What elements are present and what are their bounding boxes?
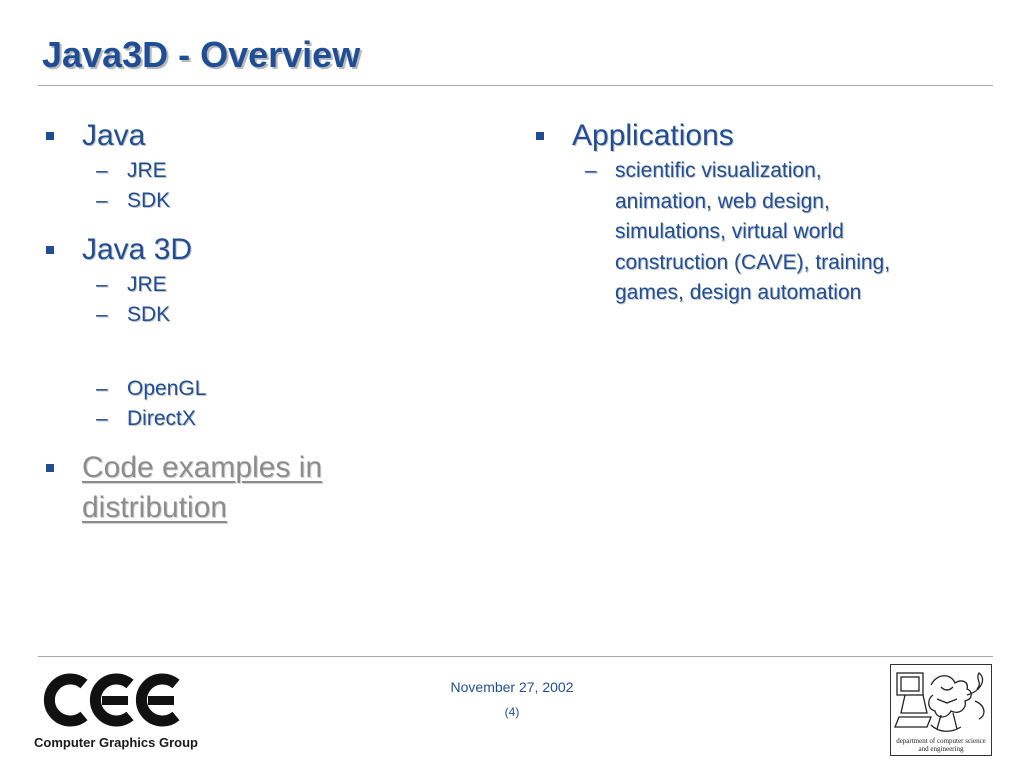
dash-icon: – (585, 159, 597, 182)
sub-bullet-sdk (40, 186, 480, 216)
sub-bullet-jre (40, 270, 480, 300)
sub-bullet-line: scientific visualization, (615, 159, 822, 182)
applications-subitems (530, 156, 990, 309)
dash-icon: – (96, 407, 108, 430)
slide-title: Java3D - Overview (42, 34, 361, 75)
square-bullet-icon (536, 132, 544, 140)
sub-bullet-label: JRE (127, 159, 167, 182)
dash-icon: – (96, 189, 108, 212)
page-number: (4) (504, 705, 520, 719)
lion-emblem-icon (891, 665, 991, 741)
bullet-applications (530, 116, 990, 156)
java3d-subitems (40, 270, 480, 434)
footer-divider (38, 656, 993, 657)
dash-icon: – (96, 159, 108, 182)
title-divider (38, 85, 993, 86)
sub-bullet-label: DirectX (127, 407, 196, 430)
sub-bullet-sdk (40, 300, 480, 330)
bullet-java (40, 116, 480, 156)
sub-bullet-line: construction (CAVE), training, (615, 250, 891, 274)
sub-bullet-line: games, design automation (615, 281, 862, 304)
square-bullet-icon (46, 132, 54, 140)
code-examples-link[interactable]: Code examples in distribution (82, 451, 323, 524)
sub-bullet-label: JRE (127, 273, 167, 296)
square-bullet-icon (46, 464, 54, 472)
bullet-label: Java (82, 119, 146, 152)
bullet-label: Applications (572, 119, 734, 152)
java-subitems (40, 156, 480, 216)
sub-bullet-directx (40, 404, 480, 434)
sub-bullet-label: SDK (127, 189, 171, 212)
sub-bullet-line: simulations, virtual world (615, 220, 844, 243)
bullet-label: Java 3D (82, 233, 193, 266)
square-bullet-icon (46, 246, 54, 254)
bullet-code-examples (40, 448, 480, 528)
sub-bullet-opengl (40, 374, 480, 404)
dash-icon: – (96, 303, 108, 326)
department-caption: department of computer science and engineering (896, 737, 986, 753)
bullet-java3d (40, 230, 480, 270)
sub-bullet-label: SDK (127, 303, 171, 326)
sub-bullet-line: animation, web design, (615, 189, 830, 213)
dash-icon: – (96, 273, 108, 296)
department-logo (890, 664, 992, 756)
footer-date: November 27, 2002 (450, 679, 574, 695)
dash-icon: – (96, 377, 108, 400)
left-column (40, 116, 480, 528)
sub-bullet-applications-list (530, 156, 990, 309)
right-column (530, 116, 990, 309)
group-name: Computer Graphics Group (34, 735, 198, 750)
sub-bullet-label: OpenGL (127, 377, 207, 400)
sub-bullet-jre (40, 156, 480, 186)
